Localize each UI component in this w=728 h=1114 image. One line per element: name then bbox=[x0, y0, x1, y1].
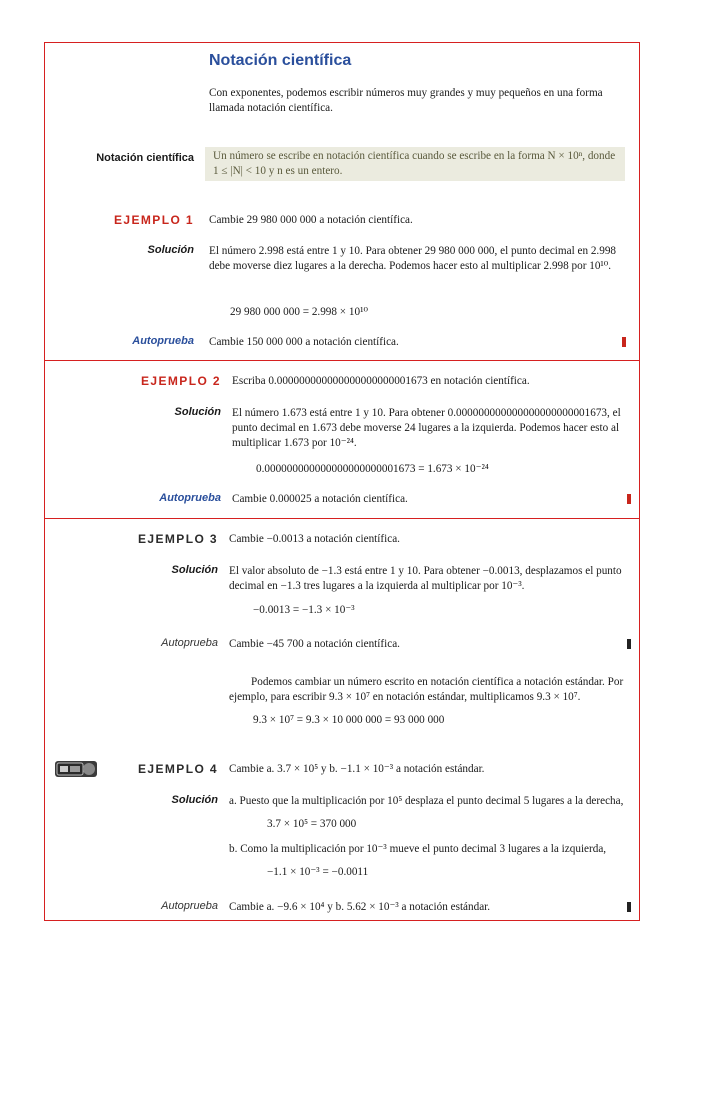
intro-paragraph: Con exponentes, podemos escribir números muy grandes y muy pequeños en una forma llamada notación científica. bbox=[209, 87, 603, 114]
example-4-part-a: a. Puesto que la multiplicación por 10⁵ desplaza el punto decimal 5 lugares a la derecha, bbox=[229, 795, 624, 807]
example-3-solution-text: El valor absoluto de −1.3 está entre 1 y 10. Para obtener −0.0013, desplazamos el punto decimal en −1.3 tres lugares a la izquierda al multiplicar por 10⁻³. bbox=[229, 565, 622, 592]
example-4-equation-b: −1.1 × 10⁻³ = −0.0011 bbox=[267, 866, 369, 878]
example-2-equation: 0.000000000000000000000001673 = 1.673 × 10⁻²⁴ bbox=[256, 463, 489, 475]
example-3-prompt: Cambie −0.0013 a notación científica. bbox=[229, 533, 400, 545]
end-mark bbox=[627, 902, 631, 912]
example-4-prompt: Cambie a. 3.7 × 10⁵ y b. −1.1 × 10⁻³ a notación estándar. bbox=[229, 763, 485, 775]
example-1-solution-label: Solución bbox=[147, 244, 194, 256]
example-4-autoprueba-label: Autoprueba bbox=[161, 900, 218, 912]
page-title: Notación científica bbox=[209, 52, 352, 69]
example-1-autoprueba-label: Autoprueba bbox=[132, 335, 194, 347]
example-2-solution-label: Solución bbox=[174, 406, 221, 418]
example-2-autoprueba-label: Autoprueba bbox=[159, 492, 221, 504]
example-1-label: EJEMPLO 1 bbox=[114, 213, 194, 227]
definition-box bbox=[205, 147, 625, 181]
end-mark bbox=[627, 639, 631, 649]
end-mark bbox=[627, 494, 631, 504]
definition-label: Notación científica bbox=[96, 152, 194, 164]
example-3-equation: −0.0013 = −1.3 × 10⁻³ bbox=[253, 604, 355, 616]
example-4-label: EJEMPLO 4 bbox=[138, 762, 218, 776]
calculator-icon bbox=[55, 761, 97, 777]
standard-notation-paragraph: Podemos cambiar un número escrito en notación científica a notación estándar. Por ejemplo, para escribir 9.3 × 10⁷ en notación estándar, multiplicamos 9.3 × 10⁷. bbox=[229, 676, 624, 703]
example-4-autoprueba-text: Cambie a. −9.6 × 10⁴ y b. 5.62 × 10⁻³ a notación estándar. bbox=[229, 901, 491, 913]
example-2-solution-text: El número 1.673 está entre 1 y 10. Para obtener 0.000000000000000000000001673, el punto decimal en 1.673 debe moverse 24 lugares a la izquierda. Podemos hacer esto al multiplicar 1.673 por 10⁻²⁴. bbox=[232, 407, 621, 449]
example-4-part-b: b. Como la multiplicación por 10⁻³ mueve el punto decimal 3 lugares a la izquierda, bbox=[229, 843, 607, 855]
example-3-solution-label: Solución bbox=[171, 564, 218, 576]
end-mark bbox=[622, 337, 626, 347]
example-3-autoprueba-label: Autoprueba bbox=[161, 637, 218, 649]
example-2-autoprueba-text: Cambie 0.000025 a notación científica. bbox=[232, 493, 408, 505]
example-1-autoprueba-text: Cambie 150 000 000 a notación científica. bbox=[209, 336, 399, 348]
example-1-prompt: Cambie 29 980 000 000 a notación científica. bbox=[209, 214, 413, 226]
example-1-solution-text: El número 2.998 está entre 1 y 10. Para obtener 29 980 000 000, el punto decimal en 2.998 debe moverse diez lugares a la derecha. Podemos hacer esto al multiplicar 2.998 por 10¹⁰. bbox=[209, 245, 617, 272]
example-3-autoprueba-text: Cambie −45 700 a notación científica. bbox=[229, 638, 400, 650]
example-4-equation-a: 3.7 × 10⁵ = 370 000 bbox=[267, 818, 357, 830]
example-1-equation: 29 980 000 000 = 2.998 × 10¹⁰ bbox=[230, 306, 368, 318]
example-2-label: EJEMPLO 2 bbox=[141, 374, 221, 388]
example-4-solution-label: Solución bbox=[171, 794, 218, 806]
example-3-label: EJEMPLO 3 bbox=[138, 532, 218, 546]
standard-notation-equation: 9.3 × 10⁷ = 9.3 × 10 000 000 = 93 000 000 bbox=[253, 714, 445, 726]
example-2-prompt: Escriba 0.000000000000000000000001673 en notación científica. bbox=[232, 375, 530, 387]
definition-text: Un número se escribe en notación científica cuando se escribe en la forma N × 10ⁿ, donde 1 ≤ |N| < 10 y n es un entero. bbox=[213, 150, 616, 177]
